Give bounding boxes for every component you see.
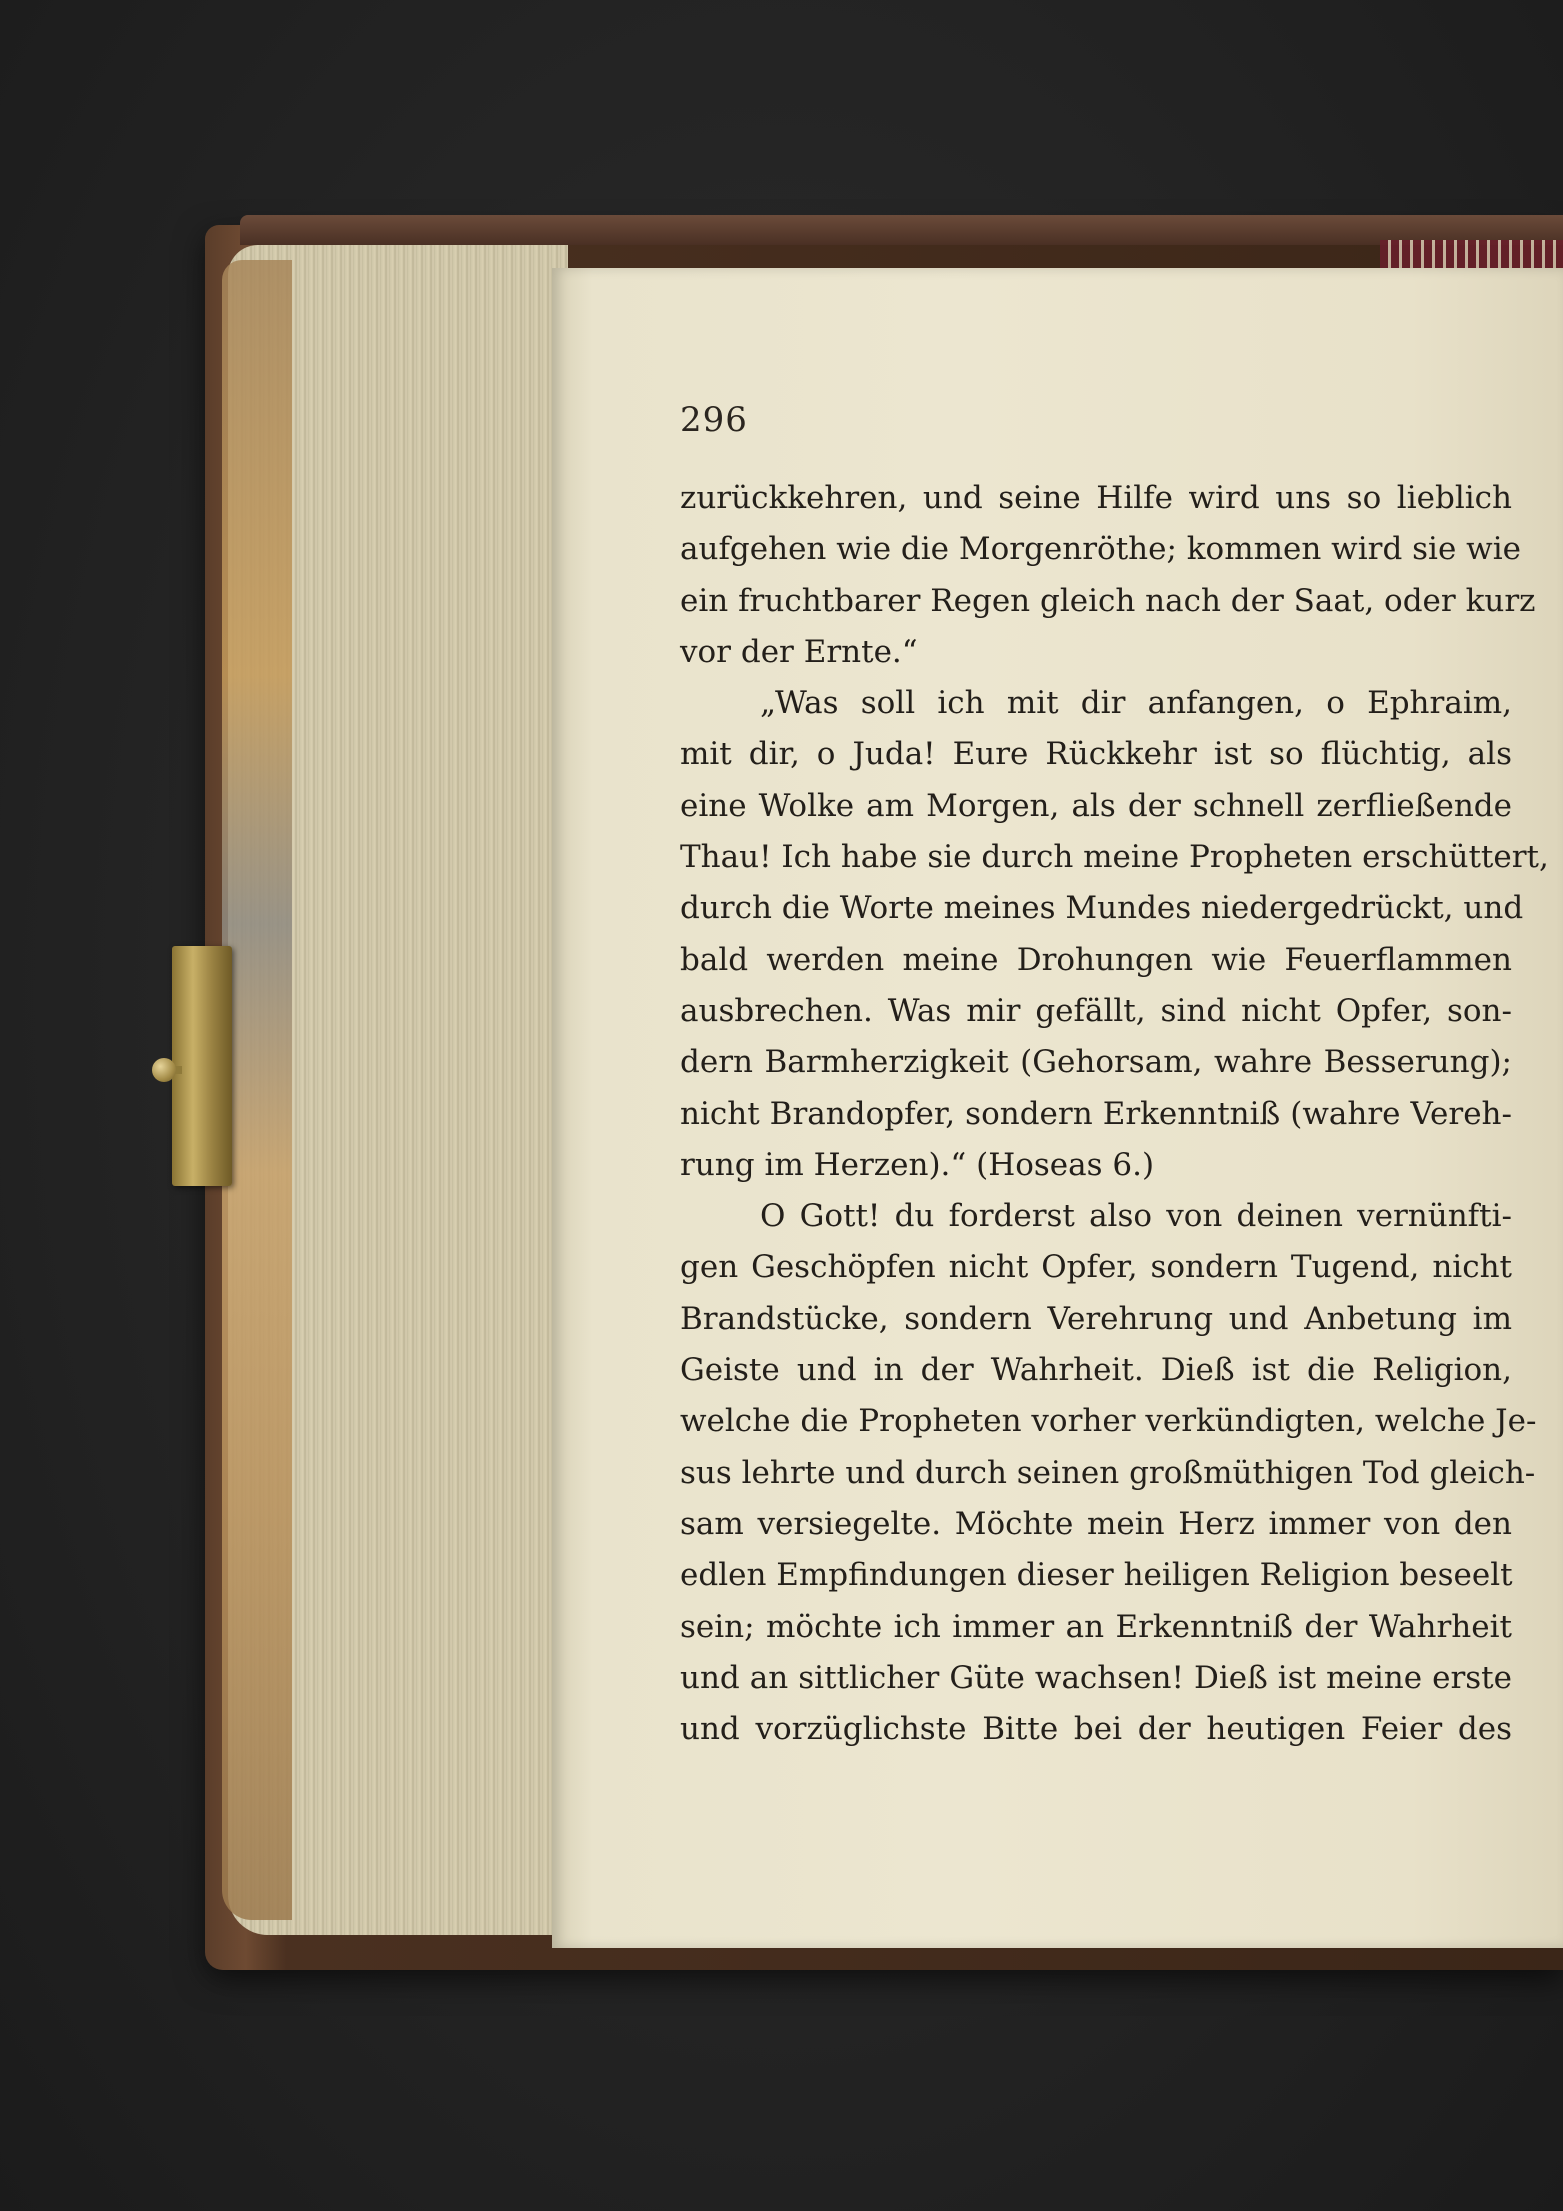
text-line: sam versiegelte. Möchte mein Herz immer von den bbox=[680, 1505, 1512, 1542]
text-line: gen Geschöpfen nicht Opfer, sondern Tugend, nicht bbox=[680, 1249, 1512, 1286]
text-line: und an sittlicher Güte wachsen! Dieß ist meine erste bbox=[680, 1659, 1512, 1696]
text-line: Brandstücke, sondern Verehrung und Anbetung im bbox=[680, 1300, 1512, 1337]
text-line: Thau! Ich habe sie durch meine Propheten erschüttert, bbox=[680, 839, 1549, 876]
text-line: ein fruchtbarer Regen gleich nach der Saat, oder kurz bbox=[680, 582, 1536, 619]
text-line: mit dir, o Juda! Eure Rückkehr ist so flüchtig, als bbox=[680, 736, 1512, 773]
text-line: sus lehrte und durch seinen großmüthigen Tod gleich- bbox=[680, 1454, 1536, 1491]
text-line: aufgehen wie die Morgenröthe; kommen wird sie wie bbox=[680, 531, 1521, 568]
text-line: O Gott! du forderst also von deinen vernünfti- bbox=[760, 1198, 1512, 1235]
text-line: dern Barmherzigkeit (Gehorsam, wahre Besserung); bbox=[680, 1044, 1512, 1081]
clasp-knob bbox=[152, 1058, 176, 1082]
text-line: edlen Empfindungen dieser heiligen Religion beseelt bbox=[680, 1557, 1513, 1594]
page-number: 296 bbox=[680, 400, 748, 440]
text-line: sein; möchte ich immer an Erkenntniß der Wahrheit bbox=[680, 1608, 1512, 1645]
text-line: ausbrechen. Was mir gefällt, sind nicht Opfer, son- bbox=[680, 992, 1512, 1029]
text-line: zurückkehren, und seine Hilfe wird uns so lieblich bbox=[680, 480, 1512, 516]
text-line: und vorzüglichste Bitte bei der heutigen Feier des bbox=[680, 1711, 1512, 1748]
text-line: „Was soll ich mit dir anfangen, o Ephraim, bbox=[760, 685, 1512, 722]
text-line: nicht Brandopfer, sondern Erkenntniß (wahre Vereh- bbox=[680, 1095, 1512, 1132]
body-text bbox=[680, 473, 1549, 1755]
text-line: durch die Worte meines Mundes niedergedrückt, und bbox=[680, 890, 1524, 927]
text-line: eine Wolke am Morgen, als der schnell zerfließende bbox=[680, 787, 1512, 824]
text-line: rung im Herzen).“ (Hoseas 6.) bbox=[680, 1146, 1155, 1183]
text-line: Geiste und in der Wahrheit. Dieß ist die Religion, bbox=[680, 1352, 1512, 1389]
page-edge-stain bbox=[222, 260, 292, 1920]
book-cover-top-edge bbox=[240, 215, 1563, 245]
text-line: welche die Propheten vorher verkündigten, welche Je- bbox=[680, 1403, 1537, 1440]
text-line: bald werden meine Drohungen wie Feuerflammen bbox=[680, 941, 1512, 978]
text-line: vor der Ernte.“ bbox=[680, 633, 918, 670]
